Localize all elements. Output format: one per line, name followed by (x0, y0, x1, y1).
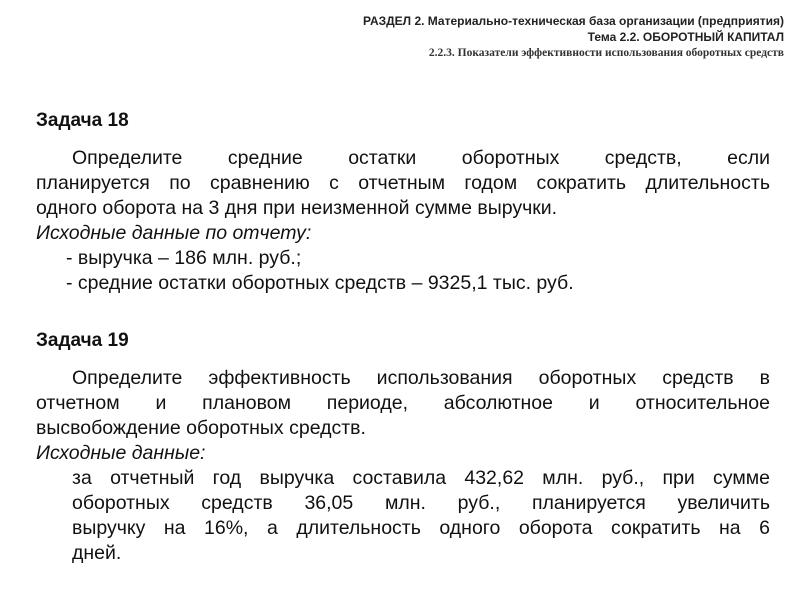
task-19-data-line: за отчетный год выручка составила 432,62 млн. руб., при сумме (72, 467, 770, 489)
task-18-line: одного оборота на 3 дня при неизменной сумме выручки. (36, 197, 558, 219)
task-18-line: планируется по сравнению с отчетным годом сократить длительность (36, 172, 770, 194)
task-18-line: Определите средние остатки оборотных средств, если (72, 147, 770, 169)
task-18-title: Задача 18 (36, 110, 129, 131)
task-19-data-label: Исходные данные: (36, 442, 206, 464)
task-18-block (36, 108, 770, 296)
task-19-data-line: выручку на 16%, а длительность одного оборота сократить на 6 (72, 517, 770, 539)
topic-title: Тема 2.2. ОБОРОТНЫЙ КАПИТАЛ (587, 30, 784, 44)
slide-header (363, 13, 784, 61)
task-18-item-revenue: - выручка – 186 млн. руб.; (66, 247, 302, 269)
task-18-data-label: Исходные данные по отчету: (36, 222, 312, 244)
task-19-data-line: дней. (72, 542, 122, 564)
task-19-line: отчетном и плановом периоде, абсолютное и относительное (36, 392, 770, 414)
section-title: РАЗДЕЛ 2. Материально-техническая база организации (предприятия) (363, 14, 784, 28)
task-19-line: Определите эффективность использования оборотных средств в (72, 367, 770, 389)
task-18-text (36, 146, 770, 221)
task-19-title: Задача 19 (36, 330, 129, 351)
task-18-item-balance: - средние остатки оборотных средств – 9325,1 тыс. руб. (66, 272, 574, 294)
task-19-data-line: оборотных средств 36,05 млн. руб., планируется увеличить (72, 492, 770, 514)
task-19-block (36, 328, 770, 566)
task-19-text (36, 366, 770, 441)
subtopic-title: 2.2.3. Показатели эффективности использования оборотных средств (428, 47, 784, 59)
task-19-line: высвобождение оборотных средств. (36, 417, 366, 439)
task-19-data-text (36, 466, 770, 566)
